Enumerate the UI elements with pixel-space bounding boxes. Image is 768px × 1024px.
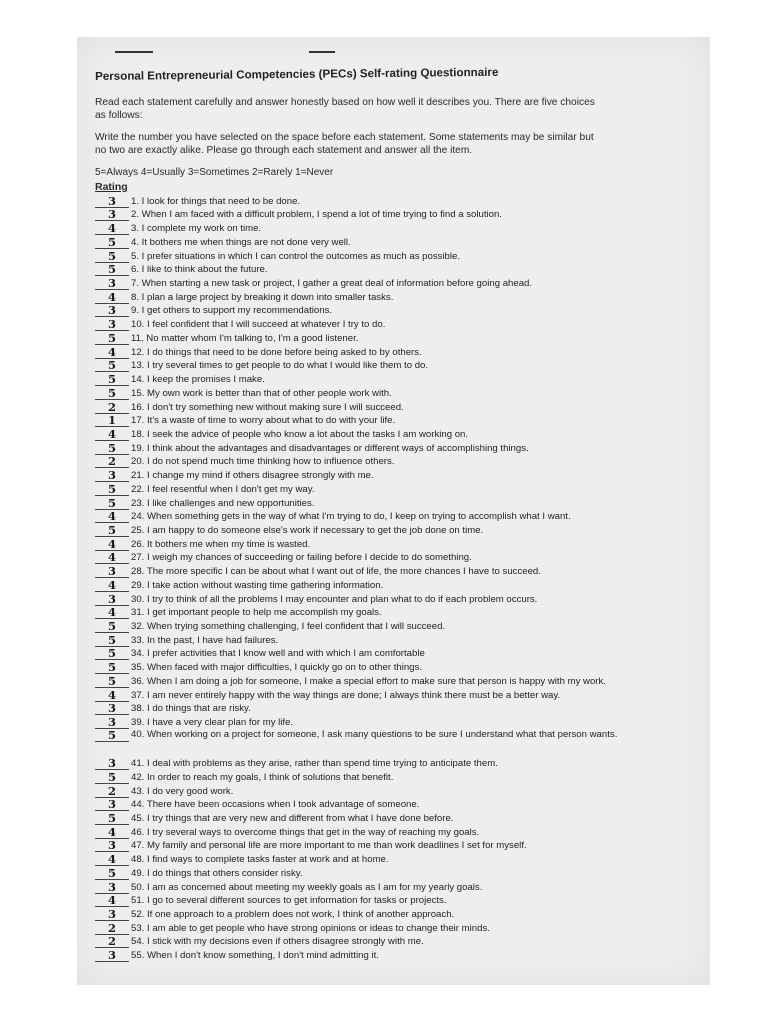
statement-text: 44. There have been occasions when I took advantage of someone. (131, 799, 420, 811)
rating-column-header: Rating (95, 181, 128, 193)
statement-text: 46. I try several ways to overcome things that get in the way of reaching my goals. (131, 826, 480, 838)
statement-text: 29. I take action without wasting time gathering information. (131, 579, 384, 591)
statement-text: 35. When faced with major difficulties, I quickly go on to other things. (131, 662, 422, 674)
statement-text: 6. I like to think about the future. (131, 264, 268, 276)
rating-answer[interactable]: 1 (95, 414, 129, 427)
statement-row (95, 935, 700, 949)
statement-row (95, 235, 700, 249)
rating-answer[interactable]: 3 (95, 757, 129, 770)
rating-answer[interactable]: 3 (95, 839, 129, 852)
statement-text: 19. I think about the advantages and disadvantages or different ways of accomplishing things. (131, 442, 529, 454)
statement-text: 50. I am as concerned about meeting my weekly goals as I am for my yearly goals. (131, 881, 483, 893)
rating-answer[interactable]: 4 (95, 579, 129, 592)
statement-text: 47. My family and personal life are more important to me than work deadlines I set for myself. (131, 840, 527, 852)
statement-text: 25. I am happy to do someone else's work if necessary to get the job done on time. (131, 524, 484, 536)
statement-text: 21. I change my mind if others disagree strongly with me. (131, 470, 374, 482)
rating-answer[interactable]: 3 (95, 208, 129, 221)
rating-answer[interactable]: 5 (95, 812, 129, 825)
statement-row (95, 317, 700, 331)
statement-row (95, 496, 700, 510)
statement-text: 16. I don't try something new without making sure I will succeed. (131, 401, 404, 413)
rating-answer[interactable]: 4 (95, 510, 129, 523)
rating-answer[interactable]: 5 (95, 497, 129, 510)
statement-text: 55. When I don't know something, I don't mind admitting it. (131, 950, 379, 962)
statement-row (95, 276, 700, 290)
statement-text: 27. I weigh my chances of succeeding or failing before I decide to do something. (131, 552, 472, 564)
rating-answer[interactable]: 3 (95, 318, 129, 331)
statement-text: 22. I feel resentful when I don't get my way. (131, 483, 315, 495)
statement-text: 49. I do things that others consider risky. (131, 867, 303, 879)
statement-text: 54. I stick with my decisions even if others disagree strongly with me. (131, 936, 424, 948)
instruction-paragraph-2: Write the number you have selected on the space before each statement. Some statements may be similar but no two are exactly alike. Please go through each statement and answer all the item. (95, 132, 594, 156)
rating-answer[interactable]: 3 (95, 277, 129, 290)
statement-row (95, 208, 700, 222)
statement-text: 20. I do not spend much time thinking how to influence others. (131, 456, 395, 468)
statement-text: 43. I do very good work. (131, 785, 234, 797)
statement-row (95, 455, 700, 469)
statement-text: 40. When working on a project for someone, I ask many questions to be sure I understand what that person wants. (131, 729, 618, 741)
statement-row (95, 674, 700, 688)
statement-row (95, 880, 700, 894)
rating-answer[interactable]: 5 (95, 250, 129, 263)
statement-row (95, 660, 700, 674)
statement-row (95, 345, 700, 359)
statement-text: 36. When I am doing a job for someone, I make a special effort to make sure that person is happy with my work. (131, 675, 606, 687)
statement-text: 38. I do things that are risky. (131, 703, 251, 715)
rating-answer[interactable]: 2 (95, 455, 129, 468)
statement-text: 11. No matter whom I'm talking to, I'm a good listener. (131, 332, 359, 344)
rating-answer[interactable]: 5 (95, 373, 129, 386)
statement-text: 3. I complete my work on time. (131, 223, 262, 235)
rating-answer[interactable]: 4 (95, 551, 129, 564)
rating-answer[interactable]: 3 (95, 593, 129, 606)
statement-row (95, 798, 700, 812)
statement-row (95, 688, 700, 702)
rating-answer[interactable]: 4 (95, 689, 129, 702)
statement-row (95, 756, 700, 770)
statement-text: 37. I am never entirely happy with the way things are done; I always think there must be a better way. (131, 689, 561, 701)
rating-answer[interactable]: 5 (95, 729, 129, 742)
statement-row (95, 907, 700, 921)
statement-text: 24. When something gets in the way of what I'm trying to do, I keep on trying to accomplish what I want. (131, 511, 571, 523)
statement-row (95, 921, 700, 935)
rating-answer[interactable]: 5 (95, 387, 129, 400)
statement-row (95, 839, 700, 853)
rating-answer[interactable]: 5 (95, 524, 129, 537)
statement-text: 15. My own work is better than that of other people work with. (131, 387, 392, 399)
top-dash-left (115, 51, 153, 53)
questionnaire-sheet (77, 37, 710, 985)
rating-answer[interactable]: 5 (95, 771, 129, 784)
statement-text: 17. It's a waste of time to worry about what to do with your life. (131, 415, 396, 427)
statement-text: 30. I try to think of all the problems I may encounter and plan what to do if each problem occurs. (131, 593, 538, 605)
statement-text: 39. I have a very clear plan for my life. (131, 717, 294, 729)
statement-row (95, 647, 700, 661)
rating-scale: 5=Always 4=Usually 3=Sometimes 2=Rarely 1=Never (95, 167, 334, 178)
statement-row (95, 866, 700, 880)
rating-answer[interactable]: 5 (95, 634, 129, 647)
rating-answer[interactable]: 5 (95, 442, 129, 455)
rating-answer[interactable]: 3 (95, 798, 129, 811)
statement-text: 2. When I am faced with a difficult problem, I spend a lot of time trying to find a solution. (131, 209, 502, 221)
rating-answer[interactable]: 5 (95, 236, 129, 249)
statement-row (95, 290, 700, 304)
statement-text: 26. It bothers me when my time is wasted. (131, 538, 311, 550)
statement-row (95, 331, 700, 345)
statement-row (95, 386, 700, 400)
rating-answer[interactable]: 2 (95, 401, 129, 414)
statement-list (95, 194, 700, 962)
rating-answer[interactable]: 4 (95, 428, 129, 441)
rating-answer[interactable]: 4 (95, 538, 129, 551)
statement-text: 53. I am able to get people who have strong opinions or ideas to change their minds. (131, 922, 490, 934)
statement-row (95, 304, 700, 318)
rating-answer[interactable]: 5 (95, 647, 129, 660)
rating-answer[interactable]: 2 (95, 785, 129, 798)
statement-text: 51. I go to several different sources to get information for tasks or projects. (131, 895, 447, 907)
statement-row (95, 770, 700, 784)
rating-answer[interactable]: 4 (95, 894, 129, 907)
statement-row (95, 702, 700, 716)
statement-row (95, 468, 700, 482)
rating-answer[interactable]: 4 (95, 853, 129, 866)
statement-row (95, 592, 700, 606)
statement-text: 33. In the past, I have had failures. (131, 634, 279, 646)
statement-row (95, 414, 700, 428)
page-title: Personal Entrepreneurial Competencies (PECs) Self-rating Questionnaire (95, 65, 499, 83)
statement-text: 8. I plan a large project by breaking it down into smaller tasks. (131, 291, 394, 303)
statement-text: 42. In order to reach my goals, I think of solutions that benefit. (131, 771, 394, 783)
statement-row (95, 551, 700, 565)
rating-answer[interactable]: 3 (95, 565, 129, 578)
rating-answer[interactable]: 5 (95, 483, 129, 496)
rating-answer[interactable]: 3 (95, 716, 129, 729)
statement-text: 10. I feel confident that I will succeed at whatever I try to do. (131, 319, 386, 331)
statement-text: 1. I look for things that need to be done. (131, 195, 301, 207)
statement-row (95, 400, 700, 414)
statement-text: 28. The more specific I can be about what I want out of life, the more chances I have to succeed. (131, 566, 541, 578)
rating-answer[interactable]: 3 (95, 304, 129, 317)
rating-answer[interactable]: 2 (95, 922, 129, 935)
statement-row (95, 894, 700, 908)
statement-text: 41. I deal with problems as they arise, rather than spend time trying to anticipate them. (131, 758, 498, 770)
statement-row (95, 482, 700, 496)
statement-row (95, 825, 700, 839)
statement-row (95, 852, 700, 866)
statement-row (95, 427, 700, 441)
statement-text: 18. I seek the advice of people who know a lot about the tasks I am working on. (131, 428, 469, 440)
statement-text: 5. I prefer situations in which I can control the outcomes as much as possible. (131, 250, 461, 262)
rating-answer[interactable]: 5 (95, 263, 129, 276)
rating-answer[interactable]: 4 (95, 826, 129, 839)
rating-answer[interactable]: 5 (95, 359, 129, 372)
rating-answer[interactable]: 5 (95, 332, 129, 345)
rating-answer[interactable]: 5 (95, 867, 129, 880)
statement-row (95, 510, 700, 524)
statement-text: 52. If one approach to a problem does not work, I think of another approach. (131, 909, 455, 921)
instruction-paragraph-1: Read each statement carefully and answer honestly based on how well it describes you. There are five choices as follows: (95, 97, 595, 121)
statement-row (95, 359, 700, 373)
rating-answer[interactable]: 4 (95, 606, 129, 619)
rating-answer[interactable]: 3 (95, 949, 129, 962)
rating-answer[interactable]: 3 (95, 702, 129, 715)
statement-row (95, 249, 700, 263)
rating-answer[interactable]: 4 (95, 291, 129, 304)
statement-text: 9. I get others to support my recommendations. (131, 305, 333, 317)
statement-text: 34. I prefer activities that I know well and with which I am comfortable (131, 648, 425, 660)
statement-text: 31. I get important people to help me accomplish my goals. (131, 607, 382, 619)
statement-text: 4. It bothers me when things are not done very well. (131, 236, 351, 248)
top-dash-right (309, 51, 335, 53)
rating-answer[interactable]: 5 (95, 661, 129, 674)
statement-text: 32. When trying something challenging, I feel confident that I will succeed. (131, 621, 446, 632)
statement-row (95, 633, 700, 647)
statement-row (95, 619, 700, 633)
statement-text: 14. I keep the promises I make. (131, 374, 265, 386)
statement-row (95, 578, 700, 592)
statement-row (95, 221, 700, 235)
statement-row (95, 784, 700, 798)
statement-row (95, 372, 700, 386)
statement-row (95, 537, 700, 551)
statement-row (95, 263, 700, 277)
statement-row (95, 523, 700, 537)
statement-text: 12. I do things that need to be done before being asked to by others. (131, 346, 422, 358)
statement-text: 48. I find ways to complete tasks faster at work and at home. (131, 854, 389, 866)
rating-answer[interactable]: 3 (95, 469, 129, 482)
rating-answer[interactable]: 3 (95, 908, 129, 921)
statement-row (95, 441, 700, 455)
rating-answer[interactable]: 4 (95, 346, 129, 359)
statement-row (95, 729, 700, 756)
statement-text: 13. I try several times to get people to do what I would like them to do. (131, 360, 429, 372)
rating-answer[interactable]: 3 (95, 881, 129, 894)
rating-answer[interactable]: 3 (95, 195, 129, 208)
statement-row (95, 564, 700, 578)
statement-text: 23. I like challenges and new opportunities. (131, 497, 315, 509)
rating-answer[interactable]: 4 (95, 222, 129, 235)
statement-row (95, 194, 700, 208)
rating-answer[interactable]: 5 (95, 620, 129, 633)
statement-text: 45. I try things that are very new and different from what I have done before. (131, 813, 454, 825)
statement-text: 7. When starting a new task or project, I gather a great deal of information before going ahead. (131, 278, 533, 290)
rating-answer[interactable]: 2 (95, 935, 129, 948)
statement-row (95, 715, 700, 729)
statement-row (95, 948, 700, 962)
rating-answer[interactable]: 5 (95, 675, 129, 688)
statement-row (95, 811, 700, 825)
statement-row (95, 606, 700, 620)
